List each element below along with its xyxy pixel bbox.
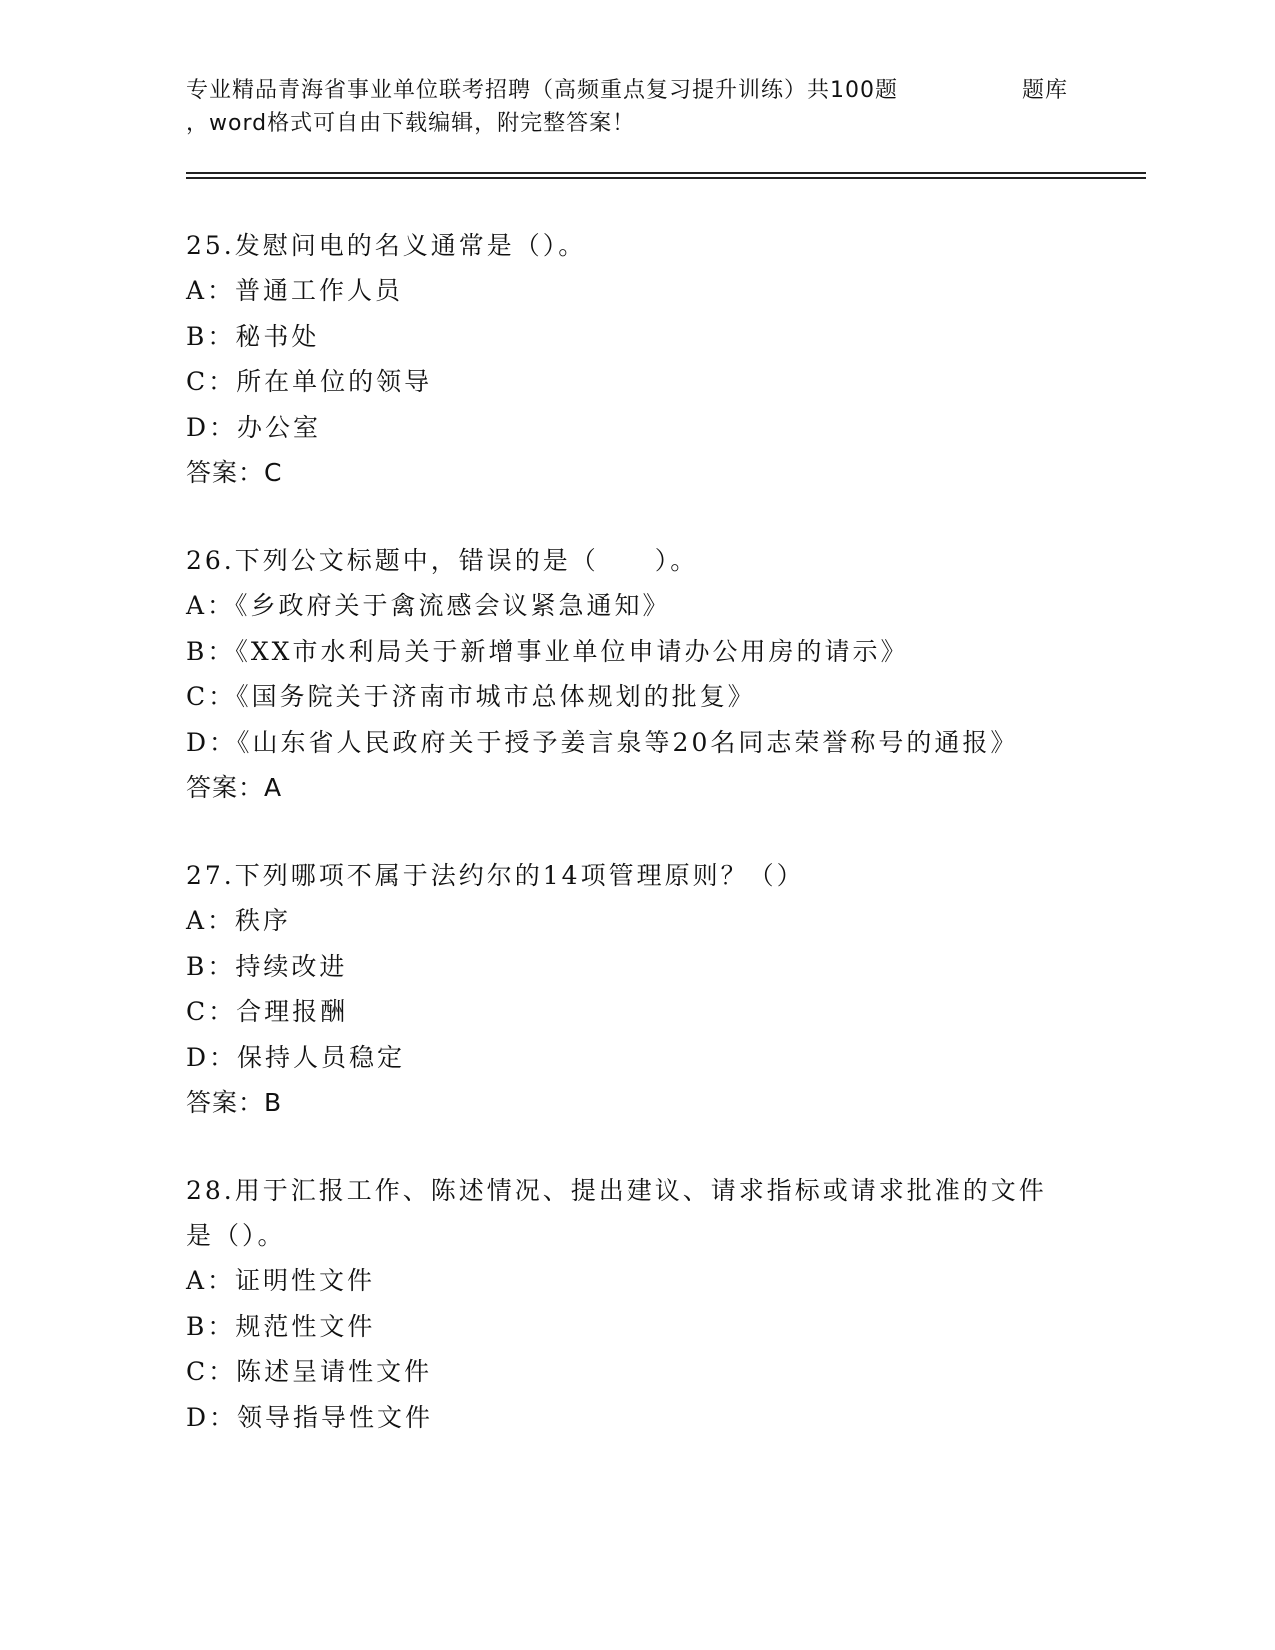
option-c: C：陈述呈请性文件: [186, 1357, 433, 1386]
option-d: D：办公室: [186, 412, 322, 442]
option-d: D：《山东省人民政府关于授予姜言泉等20名同志荣誉称号的通报》: [186, 727, 1019, 757]
header-subtitle: ，word格式可自由下载编辑，附完整答案！: [186, 111, 636, 136]
question-25: [186, 223, 1086, 495]
question-stem: 28.用于汇报工作、陈述情况、提出建议、请求指标或请求批准的文件是（）。: [186, 1176, 1047, 1250]
option-b: B：规范性文件: [186, 1311, 376, 1341]
option-b: B：《XX市水利局关于新增事业单位申请办公用房的请示》: [186, 636, 909, 666]
option-c: C：所在单位的领导: [186, 367, 433, 396]
question-26: [186, 538, 1086, 810]
option-a: A：秩序: [186, 906, 292, 935]
answer: 答案：A: [186, 773, 283, 802]
option-d: D：保持人员稳定: [186, 1042, 406, 1072]
option-a: A：证明性文件: [186, 1266, 376, 1295]
option-c: C：《国务院关于济南市城市总体规划的批复》: [186, 682, 756, 711]
option-b: B：秘书处: [186, 321, 320, 351]
answer: 答案：C: [186, 458, 283, 487]
answer: 答案：B: [186, 1088, 283, 1117]
option-c: C：合理报酬: [186, 997, 349, 1026]
question-28: [186, 1168, 1066, 1440]
question-stem: 26.下列公文标题中，错误的是（ ）。: [186, 546, 699, 575]
option-a: A：普通工作人员: [186, 276, 404, 305]
header-title: 专业精品青海省事业单位联考招聘（高频重点复习提升训练）共100题: [186, 78, 898, 103]
question-27: [186, 853, 1086, 1125]
question-stem: 25.发慰问电的名义通常是（）。: [186, 231, 587, 260]
option-d: D：领导指导性文件: [186, 1402, 434, 1432]
header-divider-bottom: [186, 177, 1146, 179]
header-divider-top: [186, 172, 1146, 174]
option-a: A：《乡政府关于禽流感会议紧急通知》: [186, 591, 671, 620]
document-header: [186, 74, 1146, 140]
question-stem: 27.下列哪项不属于法约尔的14项管理原则？（）: [186, 861, 805, 890]
option-b: B：持续改进: [186, 951, 348, 981]
header-tag: 题库: [1022, 78, 1069, 103]
